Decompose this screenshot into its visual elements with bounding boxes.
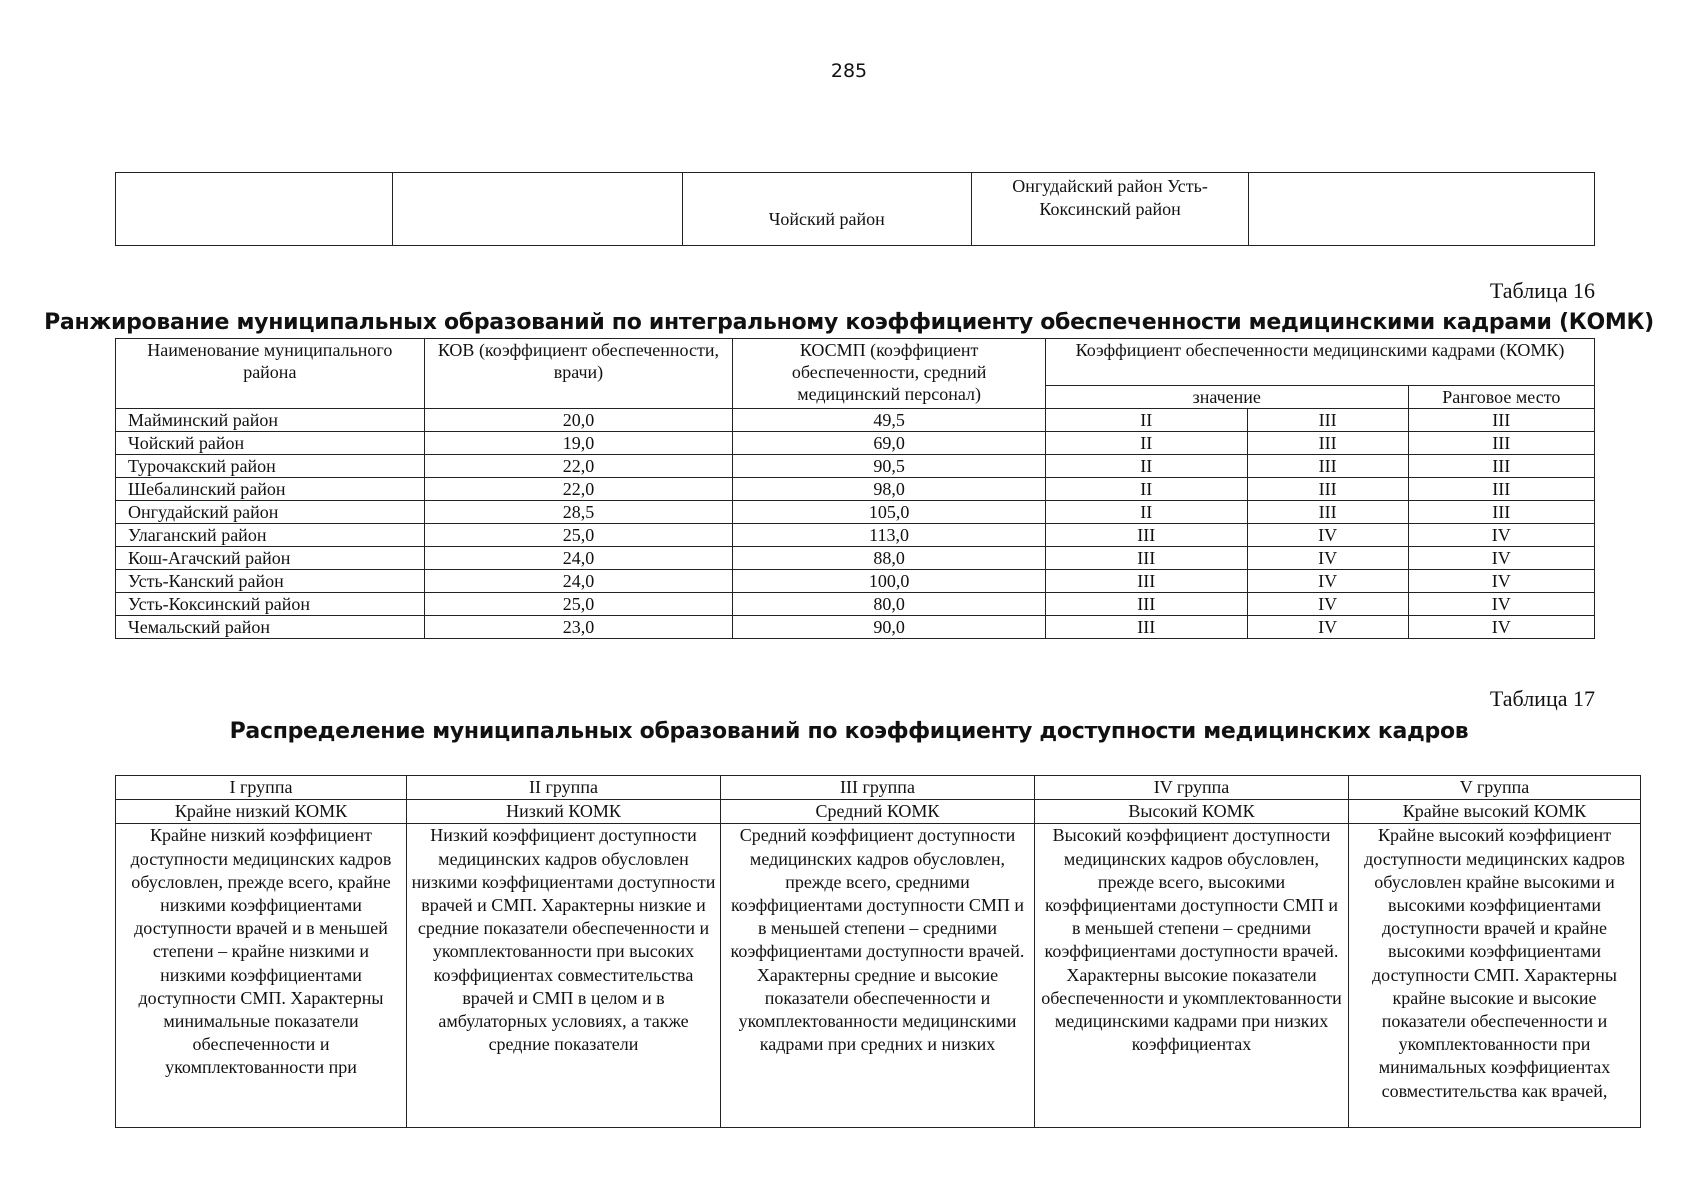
table-row xyxy=(116,593,1595,616)
group-description: Крайне высокий коэффициент доступности медицинских кадров обусловлен крайне высокими и высокими коэффициентами доступности врачей и крайне высокими коэффициентами доступности СМП. Характерны крайне высокие и высокие показатели обеспеченности и укомплектованности при минимальных коэффициентах совместительства как врачей, xyxy=(1364,825,1625,1101)
komk-value-1-cell: II xyxy=(1045,409,1247,432)
district-name-cell: Чемальский район xyxy=(116,616,425,639)
kov-cell: 20,0 xyxy=(424,409,733,432)
group-level: Крайне высокий КОМК xyxy=(1349,800,1641,824)
kosmp-cell: 69,0 xyxy=(733,432,1046,455)
rank-cell: IV xyxy=(1408,524,1594,547)
header-value: значение xyxy=(1045,386,1408,409)
rank-cell: III xyxy=(1408,455,1594,478)
table-row xyxy=(116,547,1595,570)
group-level: Крайне низкий КОМК xyxy=(116,800,407,824)
table-row xyxy=(116,432,1595,455)
komk-value-2-cell: III xyxy=(1247,501,1408,524)
komk-value-2-cell: III xyxy=(1247,455,1408,478)
continuation-cell xyxy=(393,173,682,246)
kov-cell: 24,0 xyxy=(424,547,733,570)
kov-cell: 24,0 xyxy=(424,570,733,593)
group-header: I группа xyxy=(116,776,407,800)
table-row xyxy=(116,616,1595,639)
kov-cell: 25,0 xyxy=(424,524,733,547)
rank-cell: IV xyxy=(1408,547,1594,570)
komk-value-1-cell: II xyxy=(1045,478,1247,501)
table-row xyxy=(116,478,1595,501)
continuation-table xyxy=(115,172,1595,246)
komk-value-1-cell: II xyxy=(1045,455,1247,478)
komk-value-1-cell: II xyxy=(1045,432,1247,455)
kov-cell: 23,0 xyxy=(424,616,733,639)
komk-value-2-cell: IV xyxy=(1247,616,1408,639)
district-name-cell: Усть-Коксинский район xyxy=(116,593,425,616)
komk-value-1-cell: III xyxy=(1045,593,1247,616)
kov-cell: 19,0 xyxy=(424,432,733,455)
rank-cell: III xyxy=(1408,501,1594,524)
continuation-cell xyxy=(1249,173,1595,246)
kosmp-cell: 90,0 xyxy=(733,616,1046,639)
group-description-cell xyxy=(721,824,1035,1128)
rank-cell: III xyxy=(1408,478,1594,501)
komk-value-2-cell: IV xyxy=(1247,593,1408,616)
district-name-cell: Шебалинский район xyxy=(116,478,425,501)
page-number: 285 xyxy=(830,60,868,82)
continuation-cell: Чойский район xyxy=(682,173,971,246)
kov-cell: 28,5 xyxy=(424,501,733,524)
table17-label: Таблица 17 xyxy=(1489,686,1595,711)
table-row xyxy=(116,501,1595,524)
kosmp-cell: 105,0 xyxy=(733,501,1046,524)
continuation-cell: Онгудайский район Усть-Коксинский район xyxy=(971,173,1248,246)
komk-value-1-cell: III xyxy=(1045,547,1247,570)
header-rank: Ранговое место xyxy=(1408,386,1594,409)
group-header: II группа xyxy=(407,776,721,800)
group-description: Низкий коэффициент доступности медицинских кадров обусловлен низкими коэффициентами доступности врачей и СМП. Характерны низкие и средние показатели обеспеченности и укомплектованности при высоких коэффициентах совместительства врачей и СМП в целом и в амбулаторных условиях, а также средние показатели xyxy=(411,825,716,1055)
table16 xyxy=(115,338,1595,639)
table16-label: Таблица 16 xyxy=(1489,278,1595,303)
group-description-cell xyxy=(1035,824,1349,1128)
kosmp-cell: 49,5 xyxy=(733,409,1046,432)
group-level: Низкий КОМК xyxy=(407,800,721,824)
kosmp-cell: 98,0 xyxy=(733,478,1046,501)
kosmp-cell: 88,0 xyxy=(733,547,1046,570)
header-kosmp: КОСМП (коэффициент обеспеченности, средний медицинский персонал) xyxy=(733,339,1046,409)
table16-title: Ранжирование муниципальных образований по интегральному коэффициенту обеспеченности медицинскими кадрами (КОМК) xyxy=(44,310,1654,335)
group-level: Средний КОМК xyxy=(721,800,1035,824)
group-description-cell xyxy=(407,824,721,1128)
continuation-cell xyxy=(116,173,393,246)
kosmp-cell: 80,0 xyxy=(733,593,1046,616)
table-row xyxy=(116,524,1595,547)
table-row xyxy=(116,570,1595,593)
table17 xyxy=(115,775,1641,1128)
komk-value-2-cell: IV xyxy=(1247,524,1408,547)
group-description-cell xyxy=(116,824,407,1128)
district-name-cell: Усть-Канский район xyxy=(116,570,425,593)
kosmp-cell: 113,0 xyxy=(733,524,1046,547)
rank-cell: IV xyxy=(1408,616,1594,639)
rank-cell: IV xyxy=(1408,593,1594,616)
group-header: IV группа xyxy=(1035,776,1349,800)
header-kov: КОВ (коэффициент обеспеченности, врачи) xyxy=(424,339,733,409)
district-name-cell: Улаганский район xyxy=(116,524,425,547)
kosmp-cell: 100,0 xyxy=(733,570,1046,593)
header-komk: Коэффициент обеспеченности медицинскими кадрами (КОМК) xyxy=(1045,339,1594,386)
group-header: V группа xyxy=(1349,776,1641,800)
komk-value-2-cell: III xyxy=(1247,478,1408,501)
district-name-cell: Кош-Агачский район xyxy=(116,547,425,570)
komk-value-2-cell: IV xyxy=(1247,570,1408,593)
group-description: Высокий коэффициент доступности медицинских кадров обусловлен, прежде всего, высокими коэффициентами доступности СМП и в меньшей степени – средними коэффициентами доступности врачей. Характерны высокие показатели обеспеченности и укомплектованности медицинскими кадрами при низких коэффициентах xyxy=(1041,825,1342,1055)
table-row xyxy=(116,455,1595,478)
komk-value-1-cell: III xyxy=(1045,524,1247,547)
table17-title: Распределение муниципальных образований по коэффициенту доступности медицинских кадров xyxy=(229,719,1469,744)
group-description: Крайне низкий коэффициент доступности медицинских кадров обусловлен, прежде всего, крайне низкими коэффициентами доступности врачей и в меньшей степени – крайне низкими и низкими коэффициентами доступности СМП. Характерны минимальные показатели обеспеченности и укомплектованности при xyxy=(130,825,392,1078)
group-description: Средний коэффициент доступности медицинских кадров обусловлен, прежде всего, средними коэффициентами доступности СМП и в меньшей степени – средними коэффициентами доступности врачей. Характерны средние и высокие показатели обеспеченности и укомплектованности медицинскими кадрами при средних и низких xyxy=(730,825,1025,1055)
header-name: Наименование муниципального района xyxy=(116,339,425,409)
table-row xyxy=(116,409,1595,432)
district-name-cell: Чойский район xyxy=(116,432,425,455)
komk-value-2-cell: III xyxy=(1247,432,1408,455)
kov-cell: 22,0 xyxy=(424,455,733,478)
group-header: III группа xyxy=(721,776,1035,800)
group-description-cell xyxy=(1349,824,1641,1128)
komk-value-1-cell: II xyxy=(1045,501,1247,524)
rank-cell: III xyxy=(1408,409,1594,432)
district-name-cell: Майминский район xyxy=(116,409,425,432)
komk-value-2-cell: IV xyxy=(1247,547,1408,570)
komk-value-1-cell: III xyxy=(1045,616,1247,639)
district-name-cell: Онгудайский район xyxy=(116,501,425,524)
komk-value-2-cell: III xyxy=(1247,409,1408,432)
group-level: Высокий КОМК xyxy=(1035,800,1349,824)
rank-cell: III xyxy=(1408,432,1594,455)
kosmp-cell: 90,5 xyxy=(733,455,1046,478)
rank-cell: IV xyxy=(1408,570,1594,593)
komk-value-1-cell: III xyxy=(1045,570,1247,593)
district-name-cell: Турочакский район xyxy=(116,455,425,478)
kov-cell: 22,0 xyxy=(424,478,733,501)
kov-cell: 25,0 xyxy=(424,593,733,616)
